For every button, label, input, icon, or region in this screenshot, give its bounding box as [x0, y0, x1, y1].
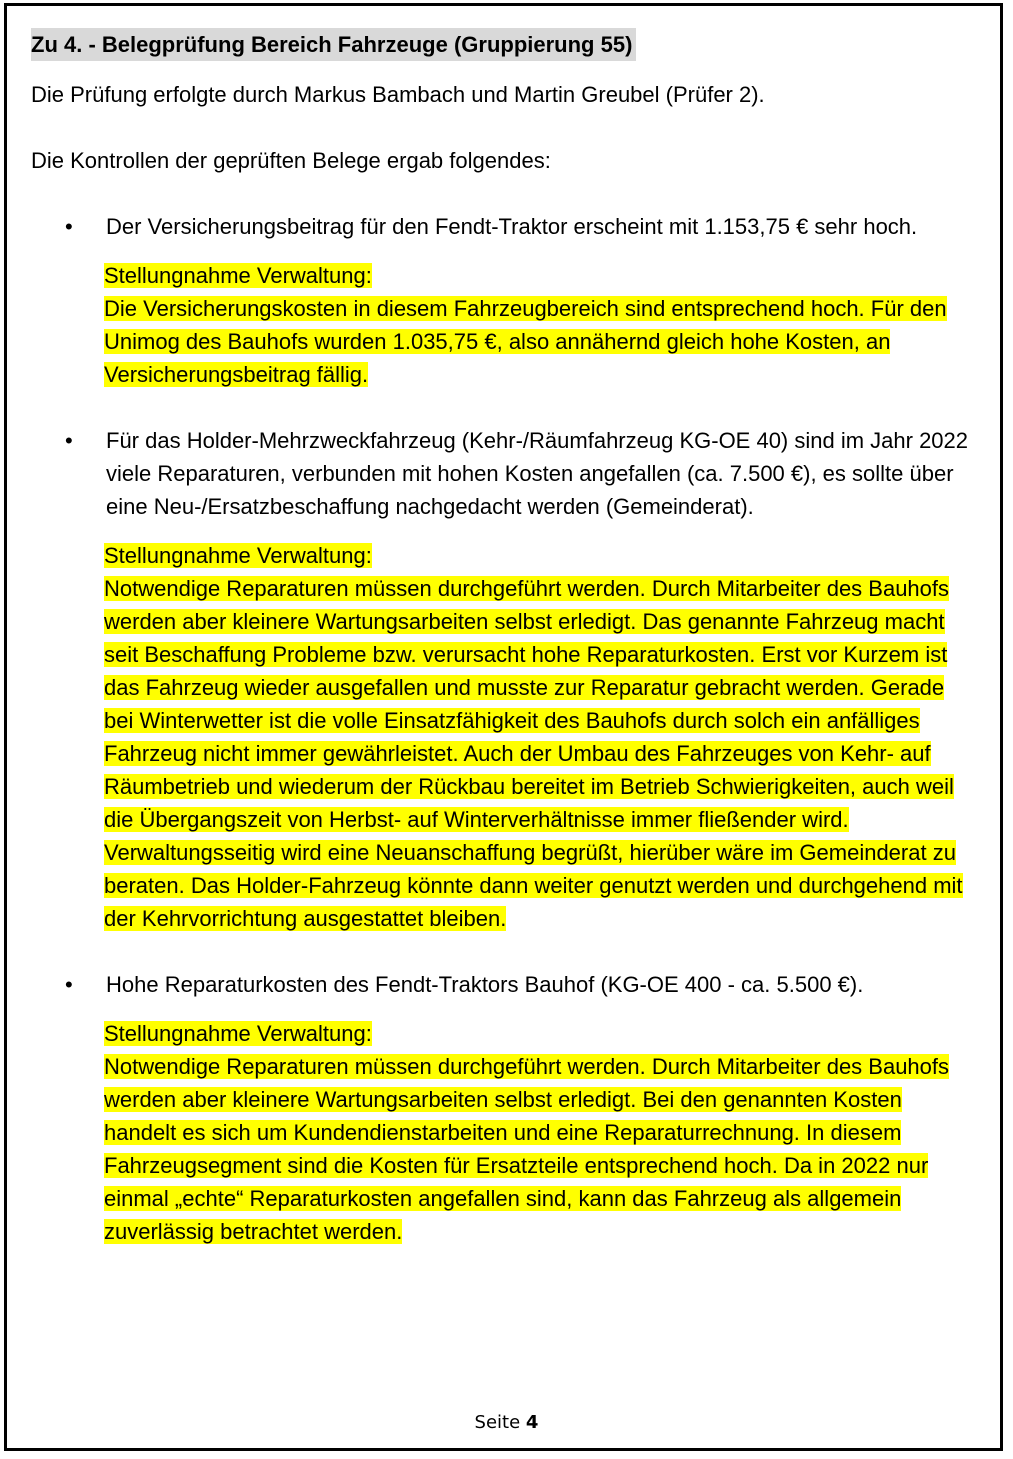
section-heading: Zu 4. - Belegprüfung Bereich Fahrzeuge (Gruppierung 55): [31, 28, 636, 61]
admin-statement: [104, 539, 979, 935]
bullet-icon: •: [65, 428, 73, 453]
statement-body: Die Versicherungskosten in diesem Fahrzeugbereich sind entsprechend hoch. Für den Unimog des Bauhofs wurden 1.035,75 €, also annähernd gleich hohe Kosten, an Versicherungsbeitrag fällig.: [104, 296, 947, 387]
finding-text: Der Versicherungsbeitrag für den Fendt-Traktor erscheint mit 1.153,75 € sehr hoch.: [106, 214, 918, 239]
statement-label: Stellungnahme Verwaltung:: [104, 1021, 372, 1046]
page-label: Seite: [474, 1412, 521, 1433]
intro-results: Die Kontrollen der geprüften Belege ergab folgendes:: [31, 148, 551, 173]
finding-text: Für das Holder-Mehrzweckfahrzeug (Kehr-/Räumfahrzeug KG-OE 40) sind im Jahr 2022 viele Reparaturen, verbunden mit hohen Kosten angefallen (ca. 7.500 €), es sollte über eine Neu-/Ersatzbeschaffung nachgedacht werden (Gemeinderat).: [106, 428, 969, 519]
bullet-icon: •: [65, 214, 73, 239]
admin-statement: [104, 259, 979, 391]
finding-item: [31, 968, 981, 1001]
statement-body: Notwendige Reparaturen müssen durchgeführt werden. Durch Mitarbeiter des Bauhofs werden aber kleinere Wartungsarbeiten selbst erledigt. Bei den genannten Kosten handelt es sich um Kundendienstarbeiten und eine Reparaturrechnung. In diesem Fahrzeugsegment sind die Kosten für Ersatzteile entsprechend hoch. Da in 2022 nur einmal „echte“ Reparaturkosten angefallen sind, kann das Fahrzeug als allgemein zuverlässig betrachtet werden.: [104, 1054, 950, 1244]
finding-item: [31, 210, 981, 243]
finding-text: Hohe Reparaturkosten des Fendt-Traktors Bauhof (KG-OE 400 - ca. 5.500 €).: [106, 972, 864, 997]
bullet-icon: •: [65, 972, 73, 997]
page-number: 4: [525, 1412, 539, 1433]
finding-item: [31, 424, 981, 523]
statement-label: Stellungnahme Verwaltung:: [104, 543, 372, 568]
statement-body: Notwendige Reparaturen müssen durchgeführt werden. Durch Mitarbeiter des Bauhofs werden aber kleinere Wartungsarbeiten selbst erledigt. Das genannte Fahrzeug macht seit Beschaffung Probleme bzw. verursacht hohe Reparaturkosten. Erst vor Kurzem ist das Fahrzeug wieder ausgefallen und musste zur Reparatur gebracht werden. Gerade bei Winterwetter ist die volle Einsatzfähigkeit des Bauhofs durch solch ein anfälliges Fahrzeug nicht immer gewährleistet. Auch der Umbau des Fahrzeuges von Kehr- auf Räumbetrieb und wiederum der Rückbau bereitet im Betrieb Schwierigkeiten, auch weil die Übergangszeit von Herbst- auf Winterverhältnisse immer fließender wird. Verwaltungsseitig wird eine Neuanschaffung begrüßt, hierüber wäre im Gemeinderat zu beraten. Das Holder-Fahrzeug könnte dann weiter genutzt werden und durchgehend mit der Kehrvorrichtung ausgestattet bleiben.: [104, 576, 963, 931]
page-footer: [0, 1410, 1013, 1436]
admin-statement: [104, 1017, 979, 1248]
document-content: [31, 28, 981, 1248]
intro-examiners: Die Prüfung erfolgte durch Markus Bambach und Martin Greubel (Prüfer 2).: [31, 82, 765, 107]
statement-label: Stellungnahme Verwaltung:: [104, 263, 372, 288]
